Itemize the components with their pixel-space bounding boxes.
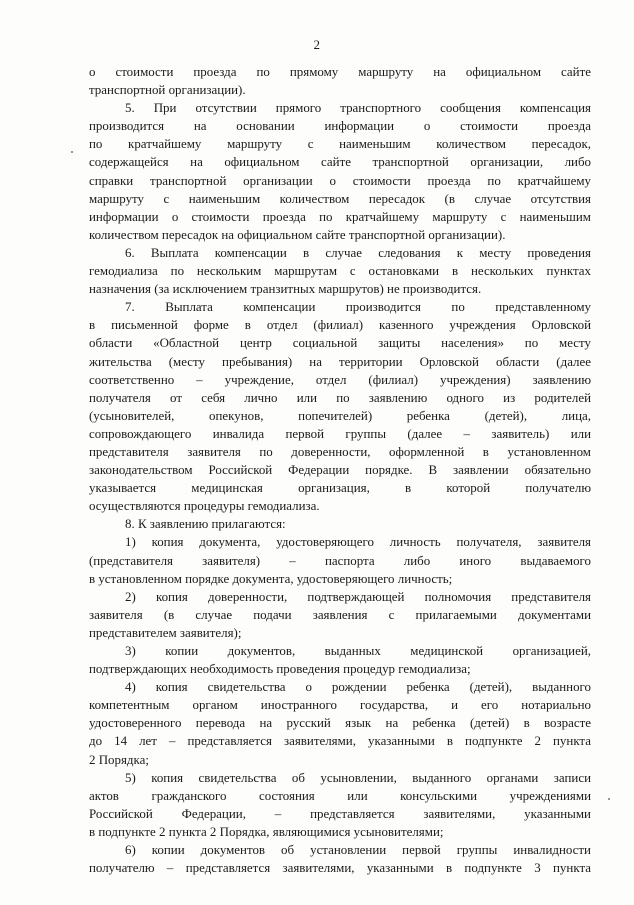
- text-line: 1) копия документа, удостоверяющего личность получателя, заявителя: [125, 534, 591, 550]
- text-line: транспортной организации).: [89, 82, 246, 98]
- text-line: получателю – представляется заявителями, указанными в подпункте 3 пункта: [89, 860, 591, 876]
- text-line: 3) копии документов, выданных медицинской организацией,: [125, 643, 591, 658]
- text-line: 8. К заявлению прилагаются:: [125, 516, 286, 532]
- text-line: получателя от себя лично или по заявлению одного из родителей: [89, 389, 591, 405]
- text-line: 2) копия доверенности, подтверждающей полномочия представителя: [125, 588, 591, 604]
- text-line: в письменной форме в отдел (филиал) казенного учреждения Орловской: [89, 317, 591, 333]
- text-line: производится на основании информации о стоимости проезда: [89, 118, 591, 134]
- text-line: маршруту с наименьшим количеством пересадок (в случае отсутствия: [89, 190, 591, 206]
- text-line: (усыновителей, опекунов, попечителей) ребенка (детей), лица,: [89, 407, 591, 423]
- text-line: до 14 лет – представляется заявителями, указанными в подпункте 2 пункта: [89, 733, 591, 749]
- text-line: по кратчайшему маршруту с наименьшим количеством пересадок,: [89, 136, 591, 152]
- scan-speck: [608, 798, 610, 800]
- text-line: актов гражданского состояния или консульскими учреждениями: [89, 787, 591, 803]
- text-line: количеством пересадок на официальном сайте транспортной организации).: [89, 226, 506, 242]
- text-line: жительства (месту пребывания) на территории Орловской области (далее: [89, 353, 591, 369]
- text-line: (представителя заявителя) – паспорта либо иного выдаваемого: [89, 552, 591, 568]
- text-line: соответственно – учреждение, отдел (филиал) учреждения) заявлению: [89, 371, 591, 387]
- text-line: компетентным органом иностранного государства, и его нотариально: [89, 697, 591, 713]
- text-line: заявителя (в случае подачи заявления с прилагаемыми документами: [89, 606, 591, 622]
- text-line: справки транспортной организации о стоимости проезда по кратчайшему: [89, 172, 591, 188]
- text-line: указывается медицинская организация, в которой получателю: [89, 480, 591, 496]
- text-line: 2 Порядка;: [89, 751, 149, 767]
- text-line: содержащейся на официальном сайте транспортной организации, либо: [89, 154, 591, 170]
- text-line: о стоимости проезда по прямому маршруту на официальном сайте: [89, 64, 591, 79]
- text-line: области «Областной центр социальной защиты населения» по месту: [89, 335, 591, 351]
- text-line: законодательством Российской Федерации порядке. В заявлении обязательно: [89, 462, 591, 478]
- text-line: 7. Выплата компенсации производится по представленному: [125, 299, 591, 315]
- document-body: [89, 63, 591, 877]
- text-line: подтверждающих необходимость проведения процедур гемодиализа;: [89, 661, 471, 677]
- text-line: гемодиализа по нескольким маршрутам с остановками в нескольких пунктах: [89, 263, 591, 279]
- text-line: в установленном порядке документа, удостоверяющего личность;: [89, 570, 453, 586]
- text-line: назначения (за исключением транзитных маршрутов) не производится.: [89, 281, 482, 297]
- page-number: 2: [313, 37, 321, 52]
- text-line: 5. При отсутствии прямого транспортного сообщения компенсация: [125, 100, 591, 116]
- scan-speck: [71, 151, 73, 153]
- text-line: осуществляются процедуры гемодиализа.: [89, 498, 320, 514]
- text-line: Российской Федерации, – представляется заявителями, указанными: [89, 805, 591, 821]
- text-line: в подпункте 2 пункта 2 Порядка, являющимися усыновителями;: [89, 823, 444, 839]
- text-line: 4) копия свидетельства о рождении ребенка (детей), выданного: [125, 679, 591, 695]
- text-line: представителя заявителя по доверенности, оформленной в установленном: [89, 443, 591, 459]
- text-line: 5) копия свидетельства об усыновлении, выданного органами записи: [125, 769, 591, 785]
- text-line: сопровождающего инвалида первой группы (далее – заявитель) или: [89, 425, 591, 441]
- text-line: информации о стоимости проезда по кратчайшему маршруту с наименьшим: [89, 208, 591, 224]
- text-line: 6) копии документов об установлении первой группы инвалидности: [125, 842, 591, 858]
- text-line: 6. Выплата компенсации в случае следования к месту проведения: [125, 244, 591, 260]
- text-line: удостоверенного перевода на русский язык на ребенка (детей) в возрасте: [89, 715, 591, 731]
- text-line: представителем заявителя);: [89, 624, 242, 640]
